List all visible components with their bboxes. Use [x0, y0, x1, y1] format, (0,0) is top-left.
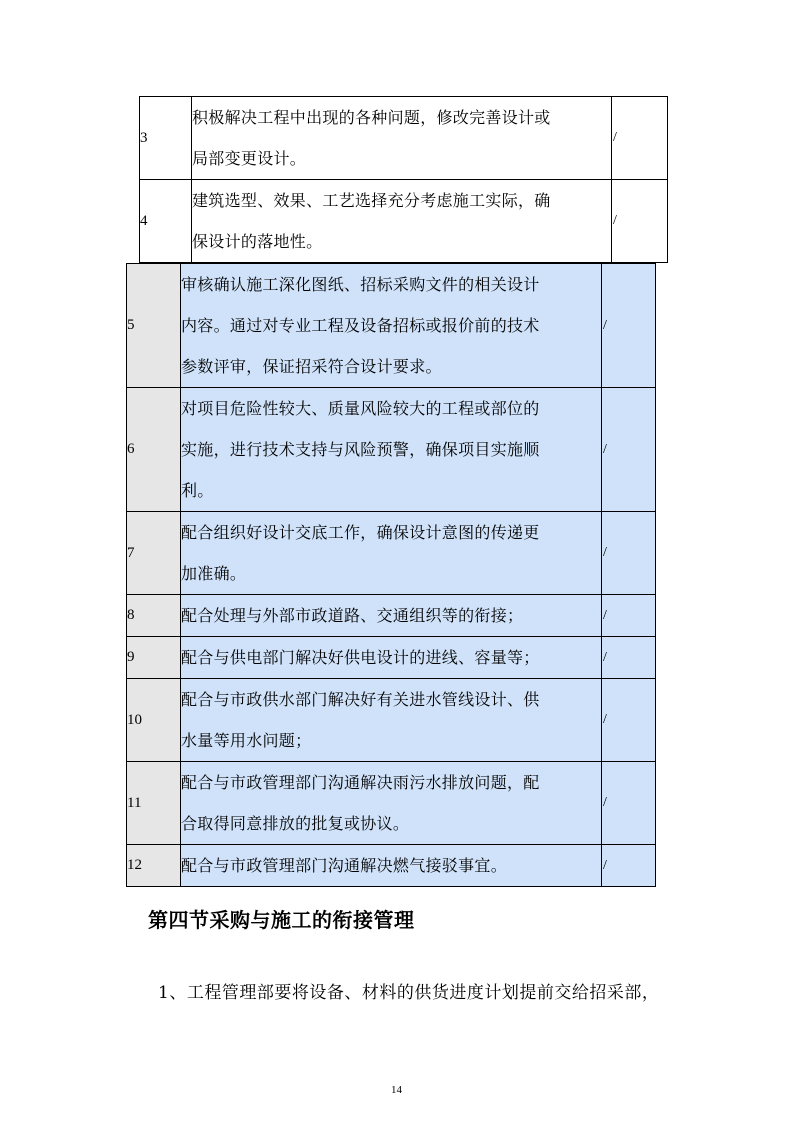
table-row [127, 388, 656, 512]
row-mark: / [602, 388, 656, 512]
row-mark: / [602, 512, 656, 595]
table-row [127, 762, 656, 845]
row-description [181, 512, 602, 595]
row-mark: / [602, 595, 656, 637]
row-number: 5 [127, 264, 181, 388]
table-row [140, 180, 668, 263]
body-paragraph: 1、工程管理部要将设备、材料的供货进度计划提前交给招采部， [158, 983, 660, 1003]
row-description [192, 97, 612, 180]
row-number: 8 [127, 595, 181, 637]
row-description [181, 595, 602, 637]
row-description [181, 388, 602, 512]
row-mark: / [602, 845, 656, 887]
table-row [127, 637, 656, 679]
row-mark: / [602, 264, 656, 388]
row-description [181, 679, 602, 762]
row-description [192, 180, 612, 263]
description-line: 参数评审，保证招采符合设计要求。 [181, 357, 442, 376]
row-mark: / [612, 180, 668, 263]
row-number: 9 [127, 637, 181, 679]
row-number: 6 [127, 388, 181, 512]
description-line: 建筑选型、效果、工艺选择充分考虑施工实际，确 [192, 191, 551, 210]
row-description [181, 264, 602, 388]
row-mark: / [602, 762, 656, 845]
description-line: 利。 [181, 481, 214, 500]
page-number: 14 [391, 1084, 402, 1096]
description-line: 保设计的落地性。 [192, 232, 323, 251]
row-mark: / [612, 97, 668, 180]
row-number: 3 [140, 97, 192, 180]
responsibility-table-main [126, 263, 656, 887]
section-heading: 第四节采购与施工的衔接管理 [148, 908, 415, 932]
description-line: 配合与供电部门解决好供电设计的进线、容量等； [181, 648, 540, 667]
table-row [127, 679, 656, 762]
description-line: 积极解决工程中出现的各种问题，修改完善设计或 [192, 108, 551, 127]
description-line: 水量等用水问题； [181, 731, 312, 750]
description-line: 实施，进行技术支持与风险预警，确保项目实施顺 [181, 440, 540, 459]
table-row [127, 845, 656, 887]
table-row [140, 97, 668, 180]
description-line: 配合与市政管理部门沟通解决雨污水排放问题，配 [181, 773, 540, 792]
row-mark: / [602, 679, 656, 762]
description-line: 配合与市政供水部门解决好有关进水管线设计、供 [181, 690, 540, 709]
table-row [127, 512, 656, 595]
row-mark: / [602, 637, 656, 679]
table-row [127, 595, 656, 637]
description-line: 配合处理与外部市政道路、交通组织等的衔接； [181, 606, 524, 625]
description-line: 配合组织好设计交底工作，确保设计意图的传递更 [181, 523, 540, 542]
description-line: 加准确。 [181, 564, 247, 583]
row-number: 12 [127, 845, 181, 887]
description-line: 局部变更设计。 [192, 149, 307, 168]
responsibility-table-top [139, 96, 668, 263]
row-number: 4 [140, 180, 192, 263]
description-line: 审核确认施工深化图纸、招标采购文件的相关设计 [181, 275, 540, 294]
row-number: 7 [127, 512, 181, 595]
row-description [181, 762, 602, 845]
row-description [181, 845, 602, 887]
row-number: 10 [127, 679, 181, 762]
description-line: 配合与市政管理部门沟通解决燃气接驳事宜。 [181, 856, 508, 875]
row-description [181, 637, 602, 679]
description-line: 内容。通过对专业工程及设备招标或报价前的技术 [181, 316, 540, 335]
row-number: 11 [127, 762, 181, 845]
table-row [127, 264, 656, 388]
description-line: 合取得同意排放的批复或协议。 [181, 814, 410, 833]
description-line: 对项目危险性较大、质量风险较大的工程或部位的 [181, 399, 540, 418]
